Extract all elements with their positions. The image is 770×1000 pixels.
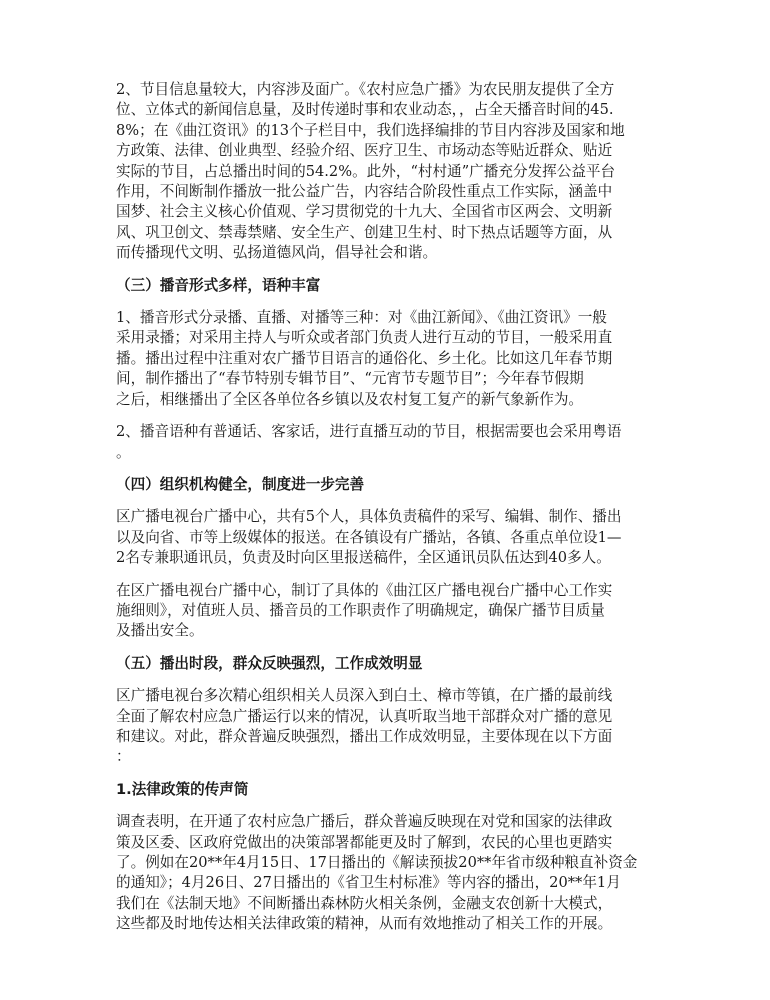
heading-law-policy: 1.法律政策的传声筒 — [116, 780, 249, 798]
heading-broadcast-forms: （三）播音形式多样，语种丰富 — [116, 276, 321, 294]
paragraph-broadcast-forms: 1、播音形式分录播、直播、对播等三种：对《曲江新闻》、《曲江资讯》一般 采用录播；对采用主持人与听众或者部门负责人进行互动的节目，一般采用直 播。播出过程中注重对农广播节目语言的通俗化、乡土化。比如这几年春节期 间，制作播出了“春节特别专辑节目”、“元宵节专题节目”；今年春节假期 之后，相继播出了全区各单位各乡镇以及农村复工复产的新气象新作为。 — [116, 309, 613, 408]
paragraph-info-volume: 2、节目信息量较大，内容涉及面广。《农村应急广播》为农民朋友提供了全方 位、立体式的新闻信息量，及时传递时事和农业动态，，占全天播音时间的45. 8%；在《曲江资讯》的13个子栏目中，我们选择编排的节目内容涉及国家和地 方政策、法律、创业典型、经验介绍、医疗卫生、市场动态等贴近群众、贴近 实际的节目，占总播出时间的54.2%。此外，“村村通”广播充分发挥公益平台 作用，不间断制作播放一批公益广告，内容结合阶段性重点工作实际，涵盖中 国梦、社会主义核心价值观、学习贯彻党的十九大、全国省市区两会、文明新 风、巩卫创文、禁毒禁赌、安全生产、创建卫生村、时下热点话题等方面，从 而传播现代文明、弘扬道德风尚，倡导社会和谐。 — [116, 81, 625, 262]
heading-broadcast-effect: （五）播出时段，群众反映强烈，工作成效明显 — [116, 654, 423, 672]
paragraph-broadcast-effect: 区广播电视台多次精心组织相关人员深入到白土、樟市等镇，在广播的最前线 全面了解农村应急广播运行以来的情况，认真听取当地干部群众对广播的意见 和建议。对此，群众普遍反映强烈，播出工作成效明显，主要体现在以下方面 ： — [116, 687, 613, 766]
paragraph-organization-staff: 区广播电视台广播中心，共有5个人，具体负责稿件的采写、编辑、制作、播出 以及向省、市等上级媒体的报送。在各镇设有广播站，各镇、各重点单位设1— 2名专兼职通讯员，负责及时向区里报送稿件，全区通讯员队伍达到40多人。 — [116, 508, 622, 567]
paragraph-organization-rules: 在区广播电视台广播中心，制订了具体的《曲江区广播电视台广播中心工作实 施细则》，对值班人员、播音员的工作职责作了明确规定，确保广播节目质量 及播出安全。 — [116, 581, 613, 640]
document-page — [116, 80, 656, 947]
heading-organization: （四）组织机构健全，制度进一步完善 — [116, 475, 365, 493]
paragraph-broadcast-languages: 2、播音语种有普通话、客家话，进行直播互动的节目，根据需要也会采用粤语 。 — [116, 423, 622, 461]
paragraph-law-policy: 调查表明，在开通了农村应急广播后，群众普遍反映现在对党和国家的法律政 策及区委、区政府党做出的决策部署都能更及时了解到，农民的心里也更踏实 了。例如在20**年4月15日、17日播出的《解读预拔20**年省市级种粮直补资金 的通知》；4月26日、27日播出的《省卫生村标准》等内容的播出，20**年1月 我们在《法制天地》不间断播出森林防火相关条例，金融支农创新十大模式， 这些都及时地传达相关法律政策的精神，从而有效地推动了相关工作的开展。 — [116, 813, 638, 933]
